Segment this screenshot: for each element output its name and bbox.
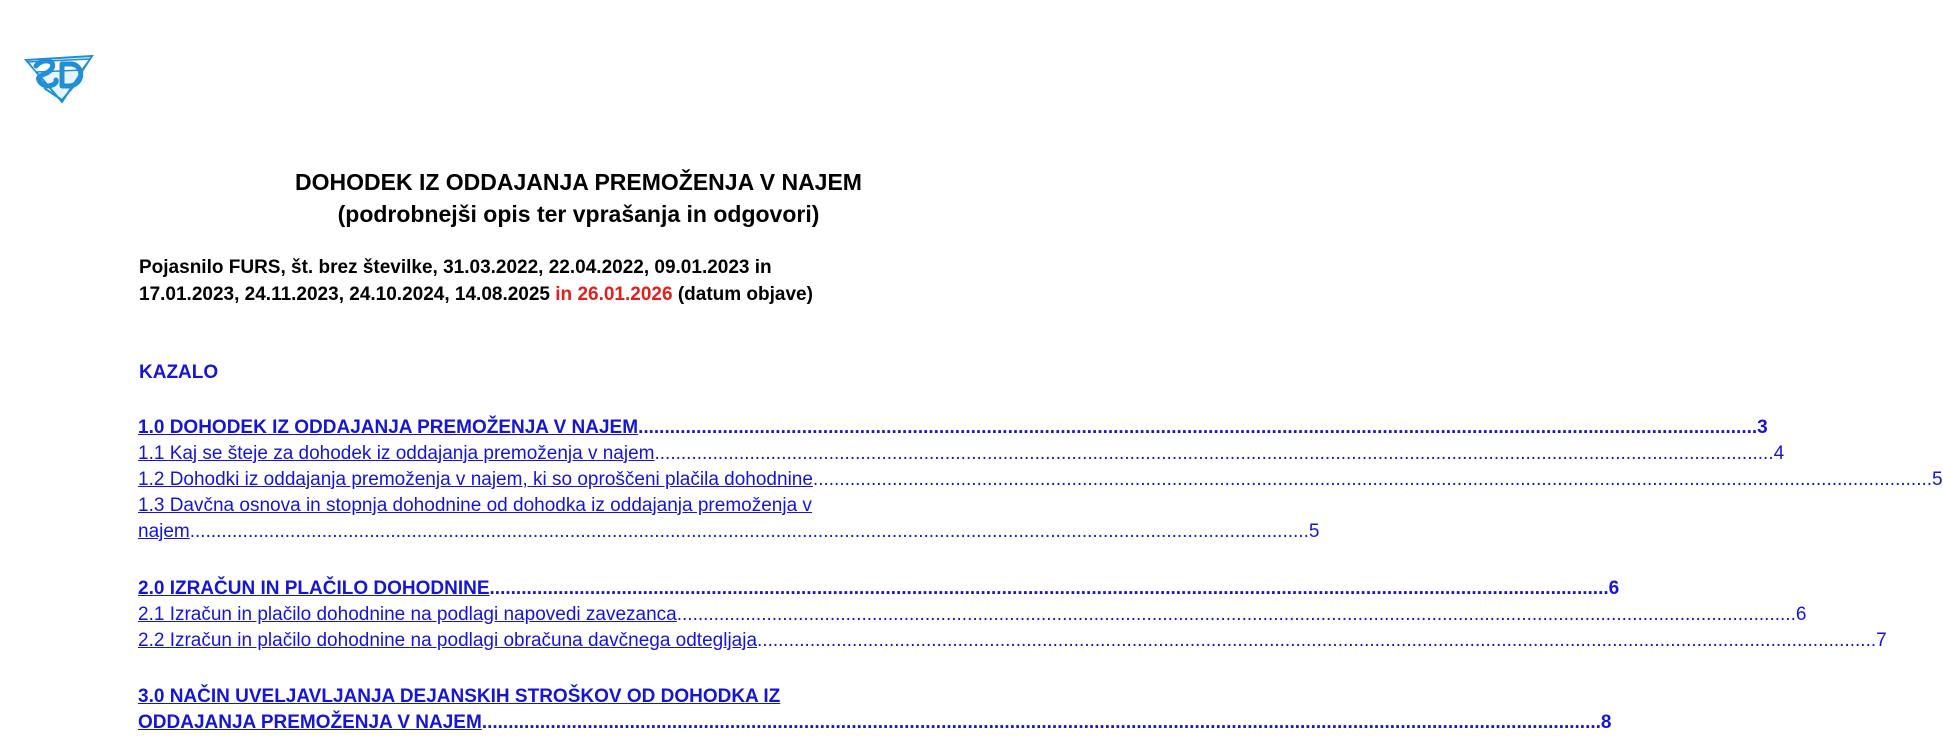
toc-entry-label[interactable]: 1.3 Davčna osnova in stopnja dohodnine od dohodka iz oddajanja premoženja v (138, 495, 812, 516)
document-title: DOHODEK IZ ODDAJANJA PREMOŽENJA V NAJEM (295, 169, 862, 195)
toc-dot-leader: .................................................................................................................................................................................................................... (757, 630, 1877, 651)
toc-dot-leader: .................................................................................................................................................................................................................... (481, 712, 1601, 733)
toc-entry-label[interactable]: 1.0 DOHODEK IZ ODDAJANJA PREMOŽENJA V NAJEM (138, 417, 639, 438)
furs-logo (22, 50, 96, 104)
toc-page-number[interactable]: 6 (1795, 604, 1807, 625)
toc-section-3[interactable] (138, 684, 1612, 736)
toc-dot-leader: .................................................................................................................................................................................................................... (489, 578, 1609, 599)
toc-entry-label[interactable]: 2.0 IZRAČUN IN PLAČILO DOHODNINE (138, 578, 490, 599)
publication-note-highlight: in 26.01.2026 (555, 284, 673, 305)
toc-section-2[interactable] (138, 576, 1887, 654)
toc-entry-label[interactable]: 2.1 Izračun in plačilo dohodnine na podlagi napovedi zavezanca (138, 604, 677, 625)
toc-dot-leader: .................................................................................................................................................................................................................... (654, 443, 1774, 464)
document-subtitle: (podrobnejši opis ter vprašanja in odgovori) (337, 201, 820, 227)
toc-entry-label[interactable]: najem (138, 521, 190, 542)
toc-dot-leader: .................................................................................................................................................................................................................... (189, 521, 1309, 542)
toc-page-number[interactable]: 3 (1757, 417, 1768, 438)
toc-entry-label[interactable]: 1.1 Kaj se šteje za dohodek iz oddajanja premoženja v najem (138, 443, 655, 464)
toc-page-number[interactable]: 6 (1608, 578, 1620, 599)
toc-page-number[interactable]: 5 (1308, 521, 1320, 542)
toc-dot-leader: .................................................................................................................................................................................................................... (676, 604, 1796, 625)
toc-entry-label[interactable]: ODDAJANJA PREMOŽENJA V NAJEM (138, 712, 482, 733)
toc-entry-label[interactable]: 2.2 Izračun in plačilo dohodnine na podlagi obračuna davčnega odtegljaja (138, 630, 758, 651)
toc-page-number[interactable]: 8 (1600, 712, 1612, 733)
publication-note-part2: 17.01.2023, 24.11.2023, 24.10.2024, 14.08.2025 (139, 284, 556, 305)
toc-dot-leader: .................................................................................................................................................................................................................... (812, 469, 1933, 490)
publication-note-part1: Pojasnilo FURS, št. brez številke, 31.03.2022, 22.04.2022, 09.01.2023 in (139, 257, 772, 278)
toc-section-1[interactable] (138, 415, 1943, 545)
toc-page-number[interactable]: 5 (1932, 469, 1943, 490)
toc-entry-label[interactable]: 1.2 Dohodki iz oddajanja premoženja v najem, ki so oproščeni plačila dohodnine (138, 469, 813, 490)
toc-dot-leader: .................................................................................................................................................................................................................... (638, 417, 1758, 438)
toc-heading: KAZALO (139, 362, 219, 383)
toc-entry-label[interactable]: 3.0 NAČIN UVELJAVLJANJA DEJANSKIH STROŠKOV OD DOHODKA IZ (138, 686, 781, 707)
toc-page-number[interactable]: 4 (1773, 443, 1785, 464)
publication-note-part3: (datum objave) (672, 284, 813, 305)
toc-page-number[interactable]: 7 (1876, 630, 1887, 651)
publication-note (139, 254, 1039, 308)
